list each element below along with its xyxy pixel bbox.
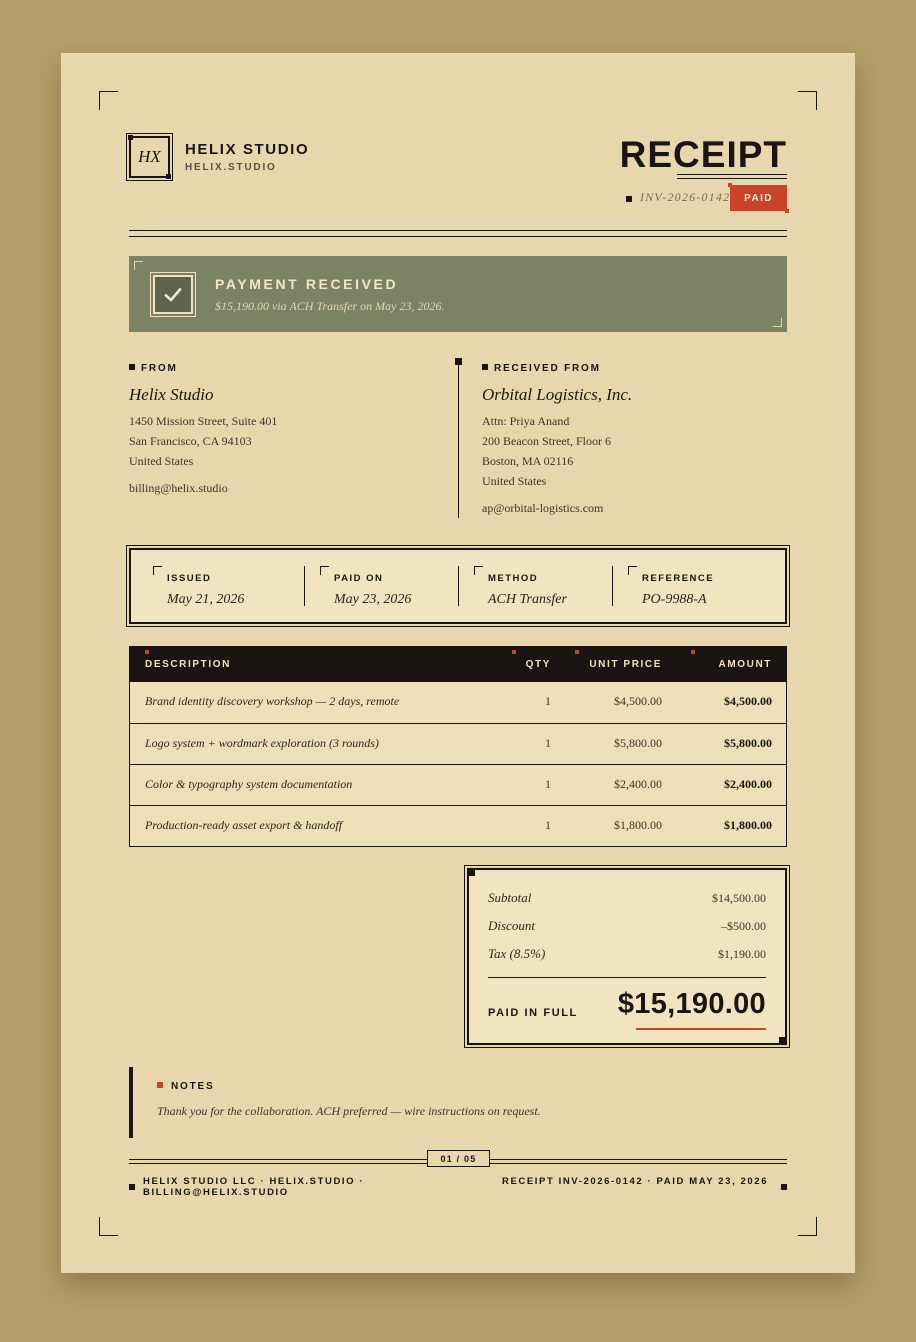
line-items-table bbox=[129, 646, 787, 847]
column-description: DESCRIPTION bbox=[145, 659, 231, 670]
checkmark-badge bbox=[150, 272, 196, 317]
banner-subtitle: $15,190.00 via ACH Transfer on May 23, 2026. bbox=[215, 299, 445, 313]
notes-label: NOTES bbox=[157, 1081, 214, 1092]
payment-banner bbox=[129, 256, 787, 332]
meta-issued: ISSUED May 21, 2026 bbox=[167, 566, 297, 610]
table-header bbox=[130, 646, 786, 682]
meta-paid-on: PAID ON May 23, 2026 bbox=[334, 566, 454, 610]
grand-total: $15,190.00 bbox=[617, 988, 766, 1020]
banner-title: PAYMENT RECEIVED bbox=[215, 276, 399, 292]
notes-text: Thank you for the collaboration. ACH preferred — wire instructions on request. bbox=[157, 1104, 541, 1118]
from-name: Helix Studio bbox=[129, 385, 214, 404]
crop-mark-top-right bbox=[798, 91, 817, 110]
party-divider bbox=[458, 360, 459, 518]
from-address: 1450 Mission Street, Suite 401 San Francisco, CA 94103 United States bbox=[129, 414, 278, 468]
header-divider bbox=[129, 230, 787, 237]
received-from-label: RECEIVED FROM bbox=[482, 363, 601, 374]
tax-value: $1,190.00 bbox=[718, 947, 766, 961]
crop-mark-top-left bbox=[99, 91, 118, 110]
received-from-name: Orbital Logistics, Inc. bbox=[482, 385, 633, 404]
meta-reference: REFERENCE PO-9988-A bbox=[642, 566, 772, 610]
invoice-number: INV-2026-0142 bbox=[640, 190, 731, 204]
received-from-email[interactable]: ap@orbital-logistics.com bbox=[482, 501, 604, 515]
notes-accent-bar bbox=[129, 1067, 133, 1138]
status-badge: PAID bbox=[730, 185, 787, 211]
checkmark-icon bbox=[153, 275, 193, 314]
table-row: Color & typography system documentation 1 $2,400.00 $2,400.00 bbox=[130, 764, 786, 805]
column-unit-price: UNIT PRICE bbox=[589, 659, 662, 670]
discount-label: Discount bbox=[488, 918, 535, 933]
totals-panel bbox=[464, 865, 790, 1048]
brand-monogram: HX bbox=[129, 136, 170, 178]
table-row: Logo system + wordmark exploration (3 rounds) 1 $5,800.00 $5,800.00 bbox=[130, 723, 786, 764]
subtotal-label: Subtotal bbox=[488, 890, 532, 905]
column-amount: AMOUNT bbox=[719, 659, 772, 670]
receipt-page bbox=[61, 53, 855, 1273]
title-underline bbox=[677, 174, 787, 179]
from-label: FROM bbox=[129, 363, 178, 374]
crop-mark-bottom-left bbox=[99, 1217, 118, 1236]
invoice-marker bbox=[626, 196, 632, 202]
brand-domain: HELIX.STUDIO bbox=[185, 162, 277, 173]
paid-in-full-label: PAID IN FULL bbox=[488, 1007, 578, 1019]
table-row: Production-ready asset export & handoff 1 $1,800.00 $1,800.00 bbox=[130, 805, 786, 846]
brand-name: HELIX STUDIO bbox=[185, 141, 310, 158]
brand-logo bbox=[126, 133, 173, 181]
table-row: Brand identity discovery workshop — 2 days, remote 1 $4,500.00 $4,500.00 bbox=[130, 682, 786, 723]
document-title: RECEIPT bbox=[619, 134, 787, 175]
payment-details bbox=[126, 545, 790, 627]
subtotal-value: $14,500.00 bbox=[712, 891, 766, 905]
from-email[interactable]: billing@helix.studio bbox=[129, 481, 228, 495]
footer-company: HELIX STUDIO LLC · HELIX.STUDIO · BILLING@HELIX.STUDIO bbox=[143, 1176, 365, 1198]
page-number: 01 / 05 bbox=[427, 1150, 490, 1167]
received-from-address: Attn: Priya Anand 200 Beacon Street, Floor 6 Boston, MA 02116 United States bbox=[482, 414, 611, 488]
column-qty: QTY bbox=[526, 659, 551, 670]
discount-value: –$500.00 bbox=[721, 919, 766, 933]
footer-receipt-ref: RECEIPT INV-2026-0142 · PAID MAY 23, 2026 bbox=[502, 1176, 769, 1187]
tax-label: Tax (8.5%) bbox=[488, 946, 546, 961]
meta-method: METHOD ACH Transfer bbox=[488, 566, 608, 610]
crop-mark-bottom-right bbox=[798, 1217, 817, 1236]
